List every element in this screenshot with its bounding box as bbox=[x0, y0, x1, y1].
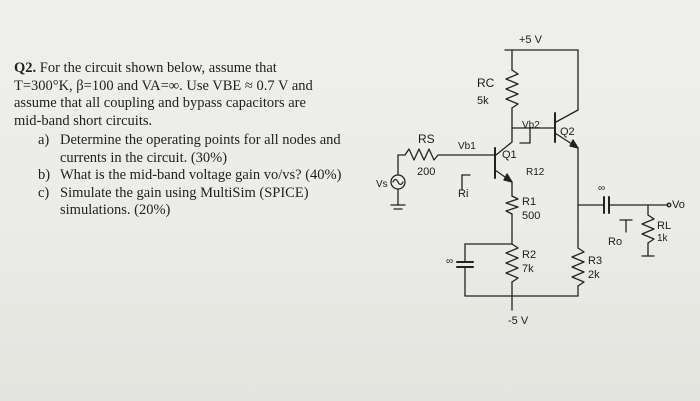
part-c: c) Simulate the gain using MultiSim (SPICE) simulations. (20%) bbox=[38, 184, 309, 218]
vb1-label: Vb1 bbox=[458, 141, 476, 152]
vo-label: Vo bbox=[672, 199, 685, 211]
problem-intro-line-1: Q2. For the circuit shown below, assume that bbox=[14, 60, 277, 76]
supply-neg-label: -5 V bbox=[508, 315, 529, 327]
rl-value: 1k bbox=[657, 233, 668, 244]
rs-resistor bbox=[398, 149, 495, 175]
supply-pos-label: +5 V bbox=[519, 34, 542, 46]
vs-label: Vs bbox=[376, 179, 388, 190]
problem-intro-line-2: T=300°K, β=100 and VA=∞. Use VBE ≈ 0.7 V and bbox=[14, 77, 313, 94]
q2-emitter-arrow bbox=[570, 140, 578, 148]
rl-label: RL bbox=[657, 220, 672, 232]
rs-label: RS bbox=[418, 132, 435, 146]
rc-label: RC bbox=[477, 76, 495, 90]
q2-collector bbox=[556, 110, 578, 122]
r3-resistor bbox=[572, 248, 584, 286]
r1-label: R1 bbox=[522, 196, 537, 208]
question-number: Q2. bbox=[14, 60, 37, 76]
output-terminal bbox=[667, 203, 671, 207]
r1-value: 500 bbox=[522, 210, 541, 222]
rl-resistor bbox=[642, 215, 654, 243]
r12-label: R12 bbox=[526, 167, 545, 178]
vs-source-wave bbox=[393, 180, 403, 185]
rc-value: 5k bbox=[477, 95, 489, 107]
part-b: b) What is the mid-band voltage gain vo/vs? (40%) bbox=[38, 167, 342, 183]
rs-value: 200 bbox=[417, 166, 436, 178]
r3-label: R3 bbox=[588, 255, 603, 267]
bypass-cap-label: ∞ bbox=[446, 256, 454, 267]
q1-emitter-arrow bbox=[504, 174, 512, 182]
r2-resistor bbox=[506, 244, 518, 282]
ri-label: Ri bbox=[458, 188, 469, 200]
r2-label: R2 bbox=[522, 249, 537, 261]
r2-value: 7k bbox=[522, 263, 534, 275]
r3-value: 2k bbox=[588, 269, 600, 281]
q1-label: Q1 bbox=[502, 149, 517, 161]
part-a: a) Determine the operating points for all nodes and currents in the circuit. (30%) bbox=[38, 132, 341, 166]
problem-intro-line-3: assume that all coupling and bypass capacitors are bbox=[14, 95, 306, 111]
ro-label: Ro bbox=[608, 236, 623, 248]
rc-resistor bbox=[506, 70, 518, 108]
vb2-label: Vb2 bbox=[522, 120, 540, 131]
coupling-cap-label: ∞ bbox=[598, 183, 606, 194]
r1-resistor bbox=[506, 196, 518, 214]
problem-intro-line-4: mid-band short circuits. bbox=[14, 112, 153, 129]
q2-label: Q2 bbox=[560, 126, 575, 138]
